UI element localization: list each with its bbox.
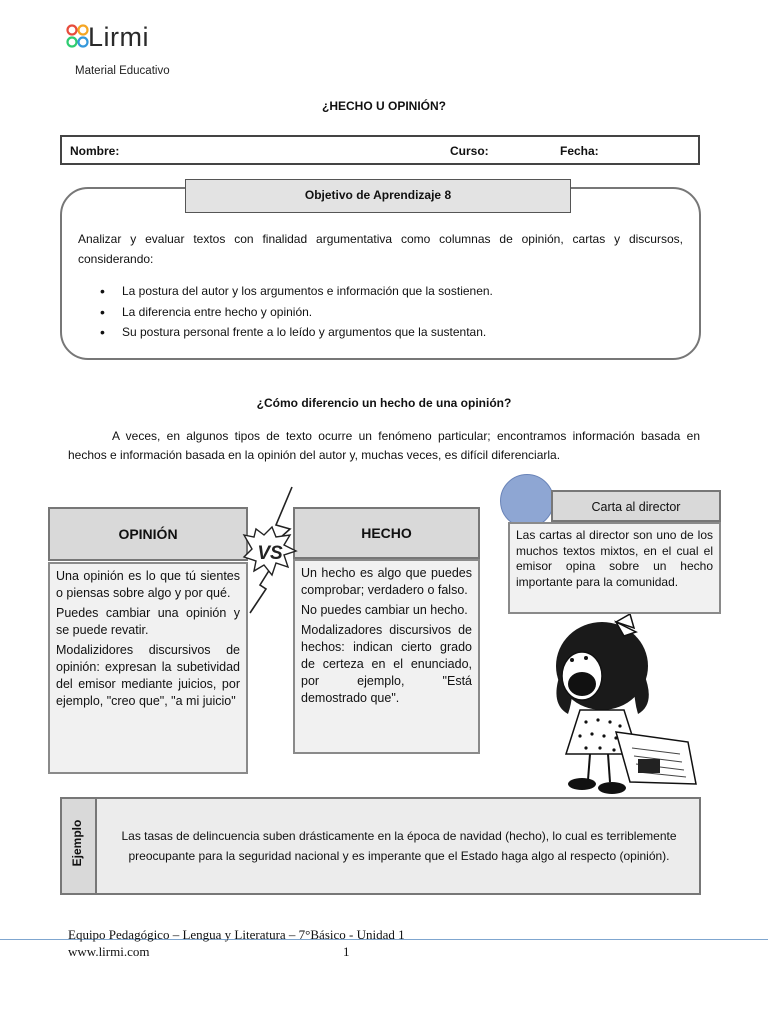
footer-credits: Equipo Pedagógico – Lengua y Literatura – 7°Básico - Unidad 1 [68, 927, 405, 942]
opinion-paragraph: Una opinión es lo que tú sientes o piensas sobre algo y por qué. [56, 569, 240, 600]
brand-subtitle: Material Educativo [75, 65, 170, 77]
fact-paragraph: No puedes cambiar un hecho. [301, 603, 468, 617]
section-intro: A veces, en algunos tipos de texto ocurre un fenómeno particular; encontramos información basada en hechos e información basada en la opinión del autor y, muchas veces, es difícil diferenciarla. [68, 429, 700, 462]
objective-list [78, 281, 678, 343]
letter-card-body: Las cartas al director son uno de los muchos textos mixtos, en el cual el emisor opina sobre un hecho importante para la comunidad. [508, 522, 721, 614]
letter-card-circle [500, 474, 554, 528]
opinion-card-title: OPINIÓN [48, 507, 248, 561]
list-item: • Su postura personal frente a lo leído y argumentos que la sustentan. [78, 322, 678, 343]
opinion-card-body [48, 562, 248, 774]
example-label: Ejemplo [70, 819, 84, 867]
example-text: Las tasas de delincuencia suben drásticamente en la época de navidad (hecho), lo cual es terriblemente preocupante para la seguridad nacional y es imperante que el Estado haga algo al respecto (opinión). [121, 829, 677, 863]
student-info-box [60, 135, 700, 165]
opinion-paragraph: Modalizidores discursivos de opinión: expresan la subetividad del emisor mediante juicios, por ejemplo, "creo que", "a mi juicio" [56, 643, 240, 708]
date-label: Fecha: [560, 144, 599, 158]
letter-card-title: Carta al director [551, 490, 721, 522]
list-item: • La diferencia entre hecho y opinión. [78, 302, 678, 323]
fact-card-title: HECHO [293, 507, 480, 559]
objective-text: Analizar y evaluar textos con finalidad argumentativa como columnas de opinión, cartas y discursos, considerando: [78, 232, 683, 266]
fact-card-body [293, 559, 480, 754]
mafalda-illustration [520, 614, 705, 799]
section-question: ¿Cómo diferencio un hecho de una opinión? [256, 396, 512, 410]
versus-lightning-icon [240, 485, 300, 615]
fact-paragraph: Un hecho es algo que puedes comprobar; verdadero o falso. [301, 566, 472, 597]
page-number: 1 [343, 944, 350, 959]
opinion-paragraph: Puedes cambiar una opinión y se puede revatir. [56, 606, 240, 637]
name-label: Nombre: [70, 144, 120, 158]
objective-heading: Objetivo de Aprendizaje 8 [185, 179, 571, 213]
fact-paragraph: Modalizadores discursivos de hechos: indican cierto grado de certeza en el enunciado, por ejemplo, "Está demostrado que". [301, 623, 472, 705]
brand-name: Lirmi [88, 22, 149, 52]
list-item: • La postura del autor y los argumentos e información que la sostienen. [78, 281, 678, 302]
page-title: ¿HECHO U OPINIÓN? [321, 99, 446, 113]
footer-website-link[interactable]: www.lirmi.com [68, 944, 150, 959]
vs-text: VS [257, 543, 283, 564]
course-label: Curso: [450, 144, 489, 158]
